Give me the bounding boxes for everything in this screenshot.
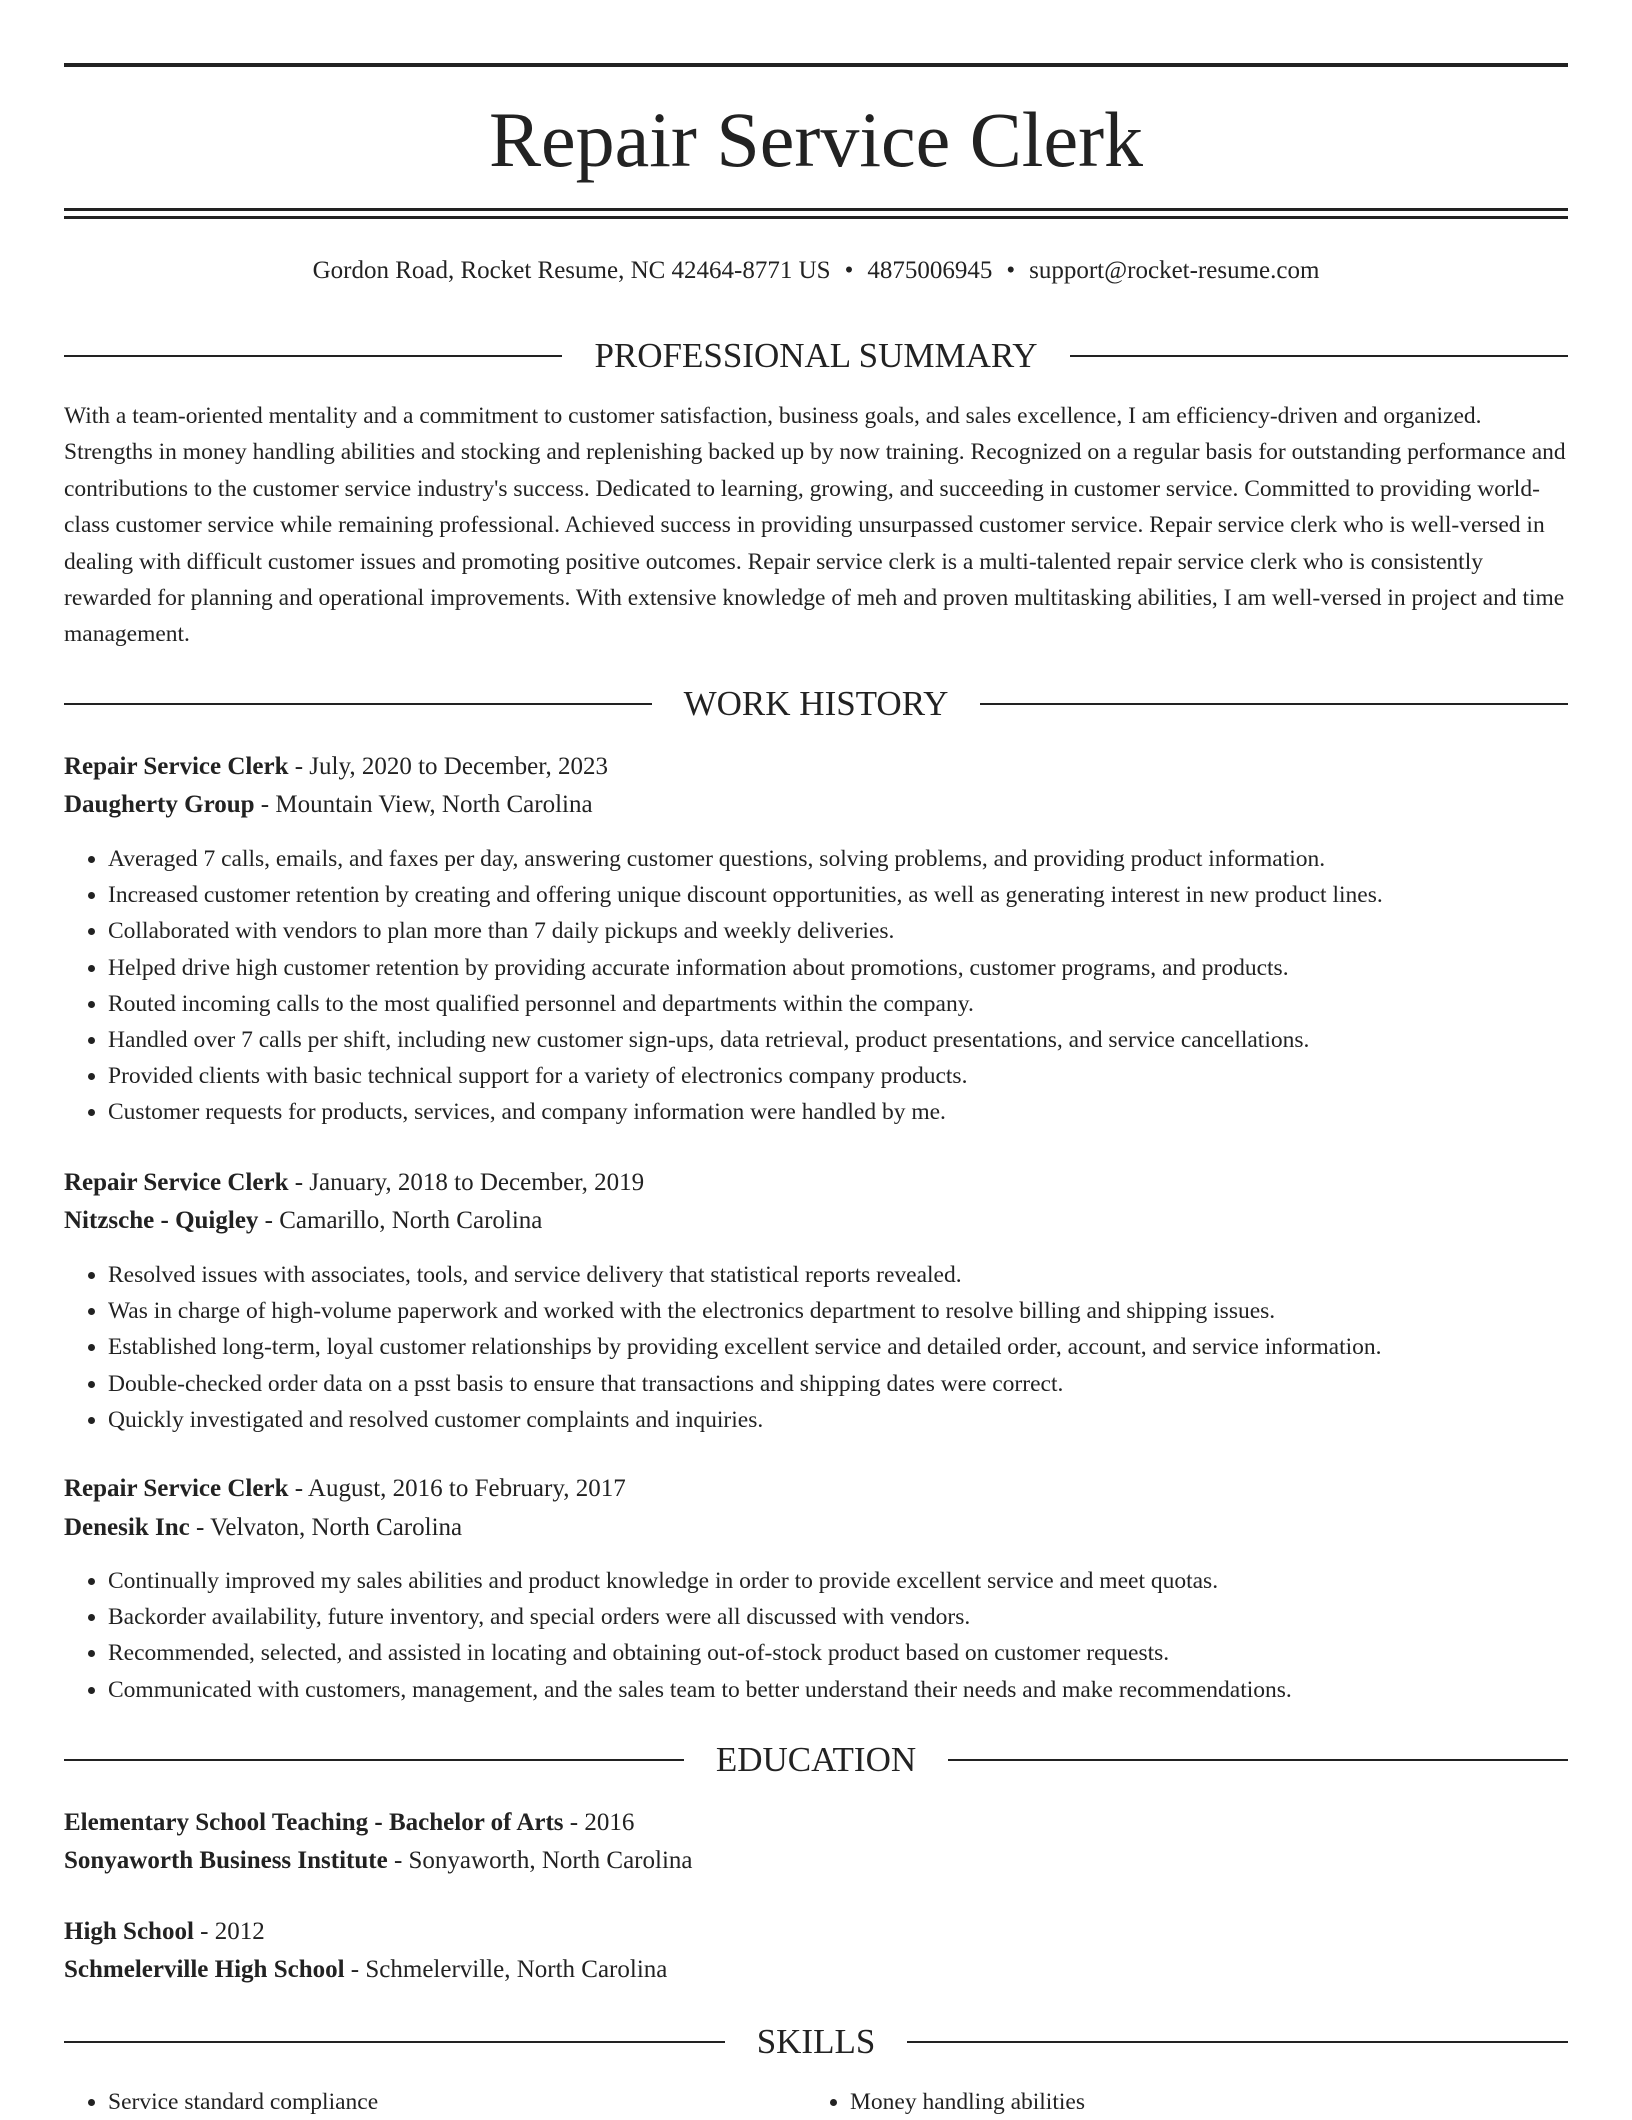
job-company: Daugherty Group [64, 791, 255, 818]
job-company-line [64, 788, 1568, 822]
job-title-line [64, 1472, 1568, 1506]
skill-item: • Money handling abilities [850, 2084, 1550, 2120]
section-rule-left [64, 1759, 684, 1761]
section-rule-left [64, 355, 562, 357]
contact-address: Gordon Road, Rocket Resume, NC 42464-8771 US [312, 257, 831, 284]
job-title-line [64, 1166, 1568, 1200]
list-item: • Customer requests for products, services, and company information were handled by me. [108, 1094, 1612, 1130]
job-company: Nitzsche - Quigley [64, 1207, 259, 1234]
education-degree-line [64, 1915, 1568, 1949]
section-rule-right [1070, 355, 1568, 357]
list-item: • Quickly investigated and resolved customer complaints and inquiries. [108, 1402, 1612, 1438]
list-item: • Established long-term, loyal customer relationships by providing excellent service and detailed order, account, and service information. [108, 1329, 1612, 1365]
education-school: Schmelerville High School [64, 1956, 345, 1983]
list-item: • Provided clients with basic technical support for a variety of electronics company products. [108, 1058, 1612, 1094]
contact-email: support@rocket-resume.com [1029, 257, 1320, 284]
job-bullets [64, 1563, 1612, 1708]
list-item: • Collaborated with vendors to plan more than 7 daily pickups and weekly deliveries. [108, 913, 1612, 949]
skill-item: • Service standard compliance [108, 2084, 808, 2120]
resume-title: Repair Service Clerk [488, 96, 1144, 183]
summary-text: With a team-oriented mentality and a commitment to customer satisfaction, business goals, and sales excellence, I am efficiency-driven and organized. Strengths in money handling abilities and stocking and replenishing backed up by now training. Recognized on a regular basis for outstanding performance and contributions to the customer service industry's success. Dedicated to learning, growing, and succeeding in customer service. Committed to providing world-class customer service while remaining professional. Achieved success in providing unsurpassed customer service. Repair service clerk who is well-versed in dealing with difficult customer issues and promoting positive outcomes. Repair service clerk is a multi-talented repair service clerk who is consistently rewarded for planning and operational improvements. With extensive knowledge of meh and proven multitasking abilities, I am well-versed in project and time management. [64, 403, 1566, 648]
list-item: • Communicated with customers, management, and the sales team to better understand their needs and make recommendations. [108, 1672, 1612, 1708]
job-company-line [64, 1204, 1568, 1238]
section-rule-left [64, 703, 652, 705]
section-rule-right [907, 2041, 1568, 2043]
job-location: - Mountain View, North Carolina [254, 791, 593, 818]
contact-line [64, 254, 1568, 288]
job-company-line [64, 1511, 1568, 1545]
job-title-line [64, 750, 1568, 784]
list-item: • Was in charge of high-volume paperwork and worked with the electronics department to resolve billing and shipping issues. [108, 1293, 1612, 1329]
education-location: - Schmelerville, North Carolina [344, 1956, 668, 1983]
section-rule-right [980, 703, 1568, 705]
job-dates: - January, 2018 to December, 2019 [288, 1169, 645, 1196]
top-rule [64, 63, 1568, 67]
education-degree-line [64, 1806, 1568, 1840]
job-title: Repair Service Clerk [64, 1475, 289, 1502]
section-title: PROFESSIONAL SUMMARY [594, 336, 1038, 375]
list-item: • Helped drive high customer retention by providing accurate information about promotions, customer programs, and products. [108, 950, 1612, 986]
list-item: • Backorder availability, future inventory, and special orders were all discussed with vendors. [108, 1599, 1612, 1635]
contact-phone: 4875006945 [867, 257, 993, 284]
contact-separator: • [844, 257, 854, 284]
education-school-line [64, 1953, 1568, 1987]
education-year: - 2016 [563, 1809, 635, 1836]
job-dates: - July, 2020 to December, 2023 [288, 753, 609, 780]
section-header-education [64, 1740, 1568, 1780]
job-dates: - August, 2016 to February, 2017 [288, 1475, 626, 1502]
section-rule-left [64, 2041, 725, 2043]
education-location: - Sonyaworth, North Carolina [387, 1847, 693, 1874]
section-header-work-history [64, 684, 1568, 724]
list-item: • Increased customer retention by creating and offering unique discount opportunities, as well as generating interest in new product lines. [108, 877, 1612, 913]
title-rule-upper [64, 208, 1568, 211]
section-rule-right [948, 1759, 1568, 1761]
education-school: Sonyaworth Business Institute [64, 1847, 388, 1874]
job-location: - Camarillo, North Carolina [258, 1207, 543, 1234]
contact-separator: • [1006, 257, 1016, 284]
section-title: SKILLS [756, 2022, 876, 2061]
section-title: EDUCATION [715, 1740, 917, 1779]
list-item: • Double-checked order data on a psst basis to ensure that transactions and shipping dates were correct. [108, 1366, 1612, 1402]
list-item: • Continually improved my sales abilities and product knowledge in order to provide excellent service and meet quotas. [108, 1563, 1612, 1599]
job-bullets [64, 1257, 1612, 1438]
skills-list-right [806, 2084, 1550, 2120]
job-location: - Velvaton, North Carolina [189, 1514, 463, 1541]
section-header-summary [64, 336, 1568, 376]
list-item: • Recommended, selected, and assisted in locating and obtaining out-of-stock product based on customer requests. [108, 1635, 1612, 1671]
job-title: Repair Service Clerk [64, 753, 289, 780]
education-degree: High School [64, 1918, 194, 1945]
list-item: • Handled over 7 calls per shift, including new customer sign-ups, data retrieval, product presentations, and service cancellations. [108, 1022, 1612, 1058]
list-item: • Routed incoming calls to the most qualified personnel and departments within the company. [108, 986, 1612, 1022]
job-title: Repair Service Clerk [64, 1169, 289, 1196]
education-school-line [64, 1844, 1568, 1878]
education-degree: Elementary School Teaching - Bachelor of Arts [64, 1809, 564, 1836]
section-title: WORK HISTORY [683, 684, 949, 723]
list-item: • Averaged 7 calls, emails, and faxes per day, answering customer questions, solving problems, and providing product information. [108, 841, 1612, 877]
section-header-skills [64, 2022, 1568, 2062]
job-bullets [64, 841, 1612, 1131]
skills-list-left [64, 2084, 808, 2120]
job-company: Denesik Inc [64, 1514, 190, 1541]
education-year: - 2012 [193, 1918, 265, 1945]
list-item: • Resolved issues with associates, tools, and service delivery that statistical reports revealed. [108, 1257, 1612, 1293]
title-rule-lower [64, 216, 1568, 219]
